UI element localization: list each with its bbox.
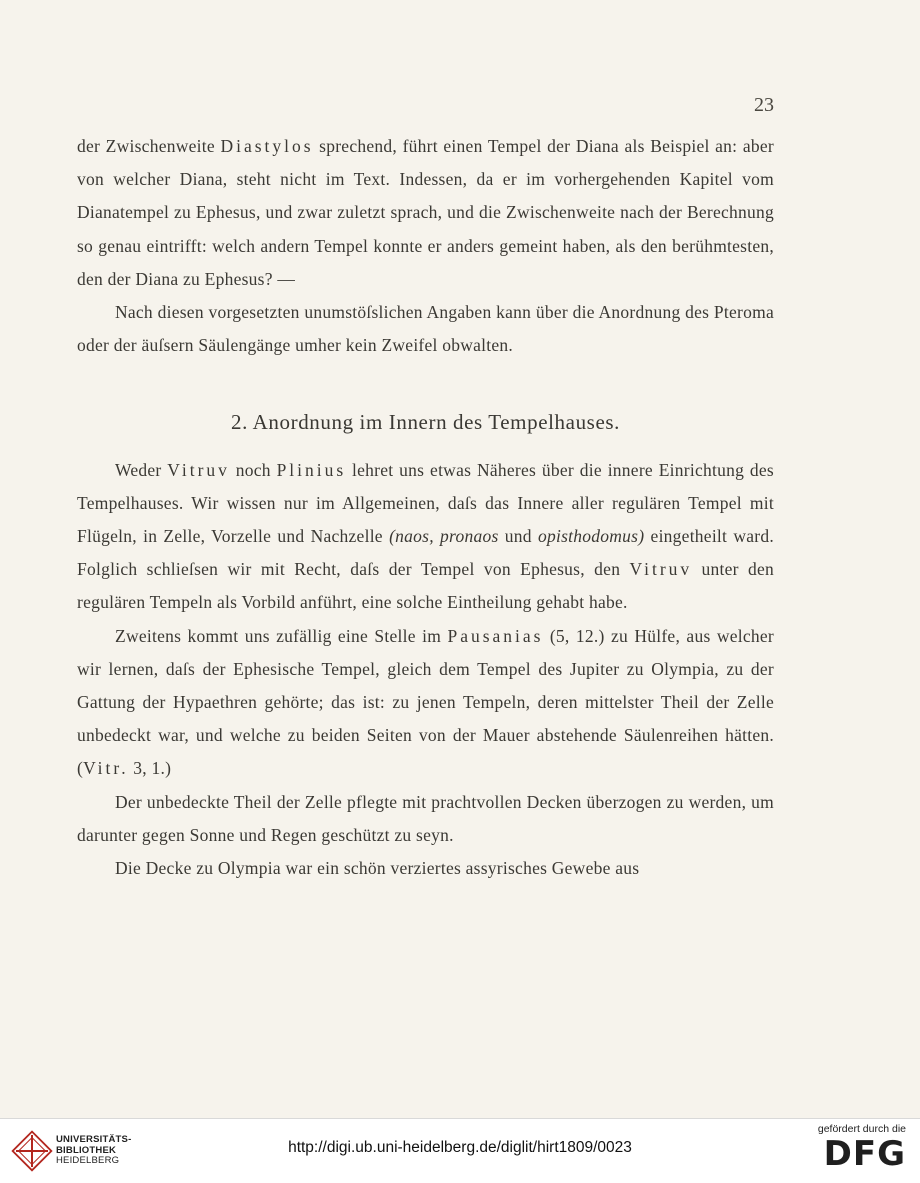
text-run: 3, 1.): [128, 758, 172, 779]
paragraph-1: [77, 130, 774, 296]
spaced-term: Pausanias: [447, 625, 544, 646]
spaced-term: Vitruv: [629, 559, 693, 580]
library-name-line: BIBLIOTHEK: [56, 1144, 117, 1156]
viewer-footer: [0, 1118, 920, 1183]
spaced-term: Vitruv: [167, 459, 230, 480]
library-name-line: UNIVERSITÄTS-: [56, 1134, 132, 1145]
section-heading: 2. Anordnung im Innern des Tempelhauses.: [231, 410, 620, 435]
spaced-term: Diastylos: [220, 136, 314, 156]
paragraph-4: [77, 620, 774, 786]
italic-term: opisthodomus): [538, 526, 645, 547]
dfg-logo-icon: DFG: [823, 1134, 906, 1174]
spaced-term: Plinius: [276, 459, 347, 480]
text-run: lehret uns etwas Näheres über die innere Einrichtung des Tempelhauses. Wir wissen nur im Allgemeinen, daſs das Innere aller regulären Tempel mit Flügeln, in Zelle, Vorzelle und Nachzelle: [77, 459, 774, 547]
italic-term: (naos, pronaos: [389, 526, 499, 547]
text-run: Weder: [115, 459, 168, 480]
page-number: 23: [754, 94, 774, 116]
text-run: sprechend, führt einen Tempel der Diana als Beispiel an: aber von welcher Diana, steht nicht im Text. Indessen, da er im vorhergehenden Kapitel vom Dianatempel zu Ephesus, und zwar zuletzt sprach, und die Zwischenweite nach der Berechnung so genau eintrifft: welch andern Tempel konnte er anders gemeint haben, als den berühmtesten, den der Diana zu Ephesus? —: [77, 136, 774, 289]
text-run: der Zwischenweite: [77, 136, 221, 156]
text-run: eingetheilt ward. Folglich schlieſsen wir mit Recht, daſs der Tempel von Ephesus, den: [77, 526, 774, 580]
text-run: unter den regulären Tempeln als Vorbild anführt, eine solche Eintheilung gehabt habe.: [77, 559, 774, 613]
text-run: und: [498, 526, 538, 547]
text-run: (5, 12.) zu Hülfe, aus welcher wir lernen, daſs der Ephesische Tempel, gleich dem Tempel des Jupiter zu Olympia, zu der Gattung der Hypaethren gehörte; das ist: zu jenen Tempeln, deren mittelster Theil der Zelle unbedeckt war, und welche zu beiden Seiten von der Mauer abstehende Säulenreihen hätten. (: [77, 625, 774, 779]
permalink-url[interactable]: http://digi.ub.uni-heidelberg.de/diglit/hirt1809/0023: [288, 1139, 632, 1156]
paragraph-3: [77, 454, 774, 620]
paragraph-2: Nach diesen vorgesetzten unumstöſslichen Angaben kann über die Anordnung des Pteroma oder der äuſsern Säulengänge umher kein Zweifel obwalten.: [77, 302, 774, 356]
spaced-term: Vitr.: [83, 758, 129, 779]
funding-caption: gefördert durch die: [817, 1123, 906, 1135]
library-name-line: HEIDELBERG: [56, 1155, 120, 1166]
body-text: [77, 130, 774, 885]
text-run: Zweitens kommt uns zufällig eine Stelle im: [115, 625, 448, 646]
paragraph-6: Die Decke zu Olympia war ein schön verziertes assyrisches Gewebe aus: [115, 858, 640, 879]
funding-logo[interactable]: [814, 1123, 906, 1179]
text-run: noch: [229, 459, 277, 480]
paragraph-5: Der unbedeckte Theil der Zelle pflegte mit prachtvollen Decken überzogen zu werden, um darunter gegen Sonne und Regen geschützt zu seyn.: [77, 791, 774, 845]
